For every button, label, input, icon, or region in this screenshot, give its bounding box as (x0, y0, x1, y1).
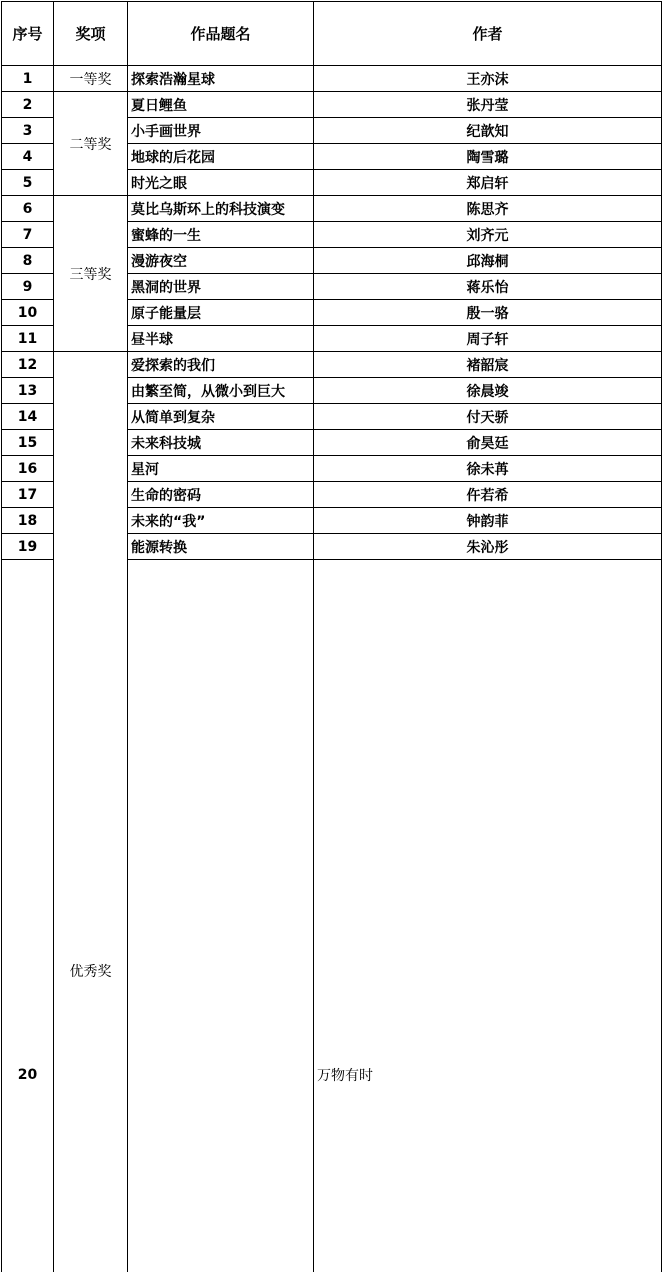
row-number: 18 (2, 508, 54, 534)
row-number: 17 (2, 482, 54, 508)
row-number: 19 (2, 534, 54, 560)
work-title: 原子能量层 (128, 300, 314, 326)
work-title: 从简单到复杂 (128, 404, 314, 430)
author-name: 褚韶宸 (314, 352, 662, 378)
author-name: 刘齐元 (314, 222, 662, 248)
header-serial-number: 序号 (2, 2, 54, 66)
row-number: 9 (2, 274, 54, 300)
row-number: 20 (2, 560, 54, 1272)
author-name: 陶雪璐 (314, 144, 662, 170)
table-row (2, 66, 662, 92)
row-number: 10 (2, 300, 54, 326)
author-name: 陈思齐 (314, 196, 662, 222)
author-name: 徐晨竣 (314, 378, 662, 404)
work-title: 万物有时 (314, 560, 662, 1272)
table-row (2, 352, 662, 378)
work-title: 夏日鲤鱼 (128, 92, 314, 118)
work-title: 能源转换 (128, 534, 314, 560)
header-award: 奖项 (54, 2, 128, 66)
work-title: 未来的“我” (128, 508, 314, 534)
award-second-prize: 二等奖 (54, 92, 128, 196)
author-name: 王亦沫 (314, 66, 662, 92)
work-title: 探索浩瀚星球 (128, 66, 314, 92)
author-name: 徐未苒 (314, 456, 662, 482)
row-number: 15 (2, 430, 54, 456)
work-title: 小手画世界 (128, 118, 314, 144)
work-title: 爱探索的我们 (128, 352, 314, 378)
author-name: 付天骄 (314, 404, 662, 430)
author-name: 朱沁彤 (314, 534, 662, 560)
author-name: 郑启轩 (314, 170, 662, 196)
header-work-title: 作品题名 (128, 2, 314, 66)
award-list-table (1, 1, 662, 1272)
author-name: 殷一骆 (314, 300, 662, 326)
work-title: 生命的密码 (128, 482, 314, 508)
row-number: 8 (2, 248, 54, 274)
work-title: 莫比乌斯环上的科技演变 (128, 196, 314, 222)
author-name: 仵若希 (314, 482, 662, 508)
author-name: 张丹莹 (314, 92, 662, 118)
table-header-row (2, 2, 662, 66)
author-name: 邱海桐 (314, 248, 662, 274)
author-name: 蒋乐怡 (314, 274, 662, 300)
row-number: 13 (2, 378, 54, 404)
author-name: 纪歆知 (314, 118, 662, 144)
row-number: 11 (2, 326, 54, 352)
award-first-prize: 一等奖 (54, 66, 128, 92)
author-name: 俞昊廷 (314, 430, 662, 456)
row-number: 2 (2, 92, 54, 118)
row-number: 4 (2, 144, 54, 170)
row-number: 16 (2, 456, 54, 482)
work-title: 由繁至简，从微小到巨大 (128, 378, 314, 404)
row-number: 6 (2, 196, 54, 222)
row-number: 14 (2, 404, 54, 430)
author-name: 周子轩 (314, 326, 662, 352)
work-title: 昼半球 (128, 326, 314, 352)
author-name: 钟韵菲 (314, 508, 662, 534)
row-number: 7 (2, 222, 54, 248)
table-row (2, 196, 662, 222)
award-merit-prize: 优秀奖 (54, 352, 128, 1272)
award-third-prize: 三等奖 (54, 196, 128, 352)
row-number: 12 (2, 352, 54, 378)
work-title: 星河 (128, 456, 314, 482)
work-title: 未来科技城 (128, 430, 314, 456)
table-row (2, 92, 662, 118)
work-title: 漫游夜空 (128, 248, 314, 274)
work-title: 蜜蜂的一生 (128, 222, 314, 248)
row-number: 3 (2, 118, 54, 144)
award-blank-cell (128, 560, 314, 1272)
work-title: 地球的后花园 (128, 144, 314, 170)
row-number: 1 (2, 66, 54, 92)
work-title: 时光之眼 (128, 170, 314, 196)
row-number: 5 (2, 170, 54, 196)
header-author: 作者 (314, 2, 662, 66)
work-title: 黑洞的世界 (128, 274, 314, 300)
